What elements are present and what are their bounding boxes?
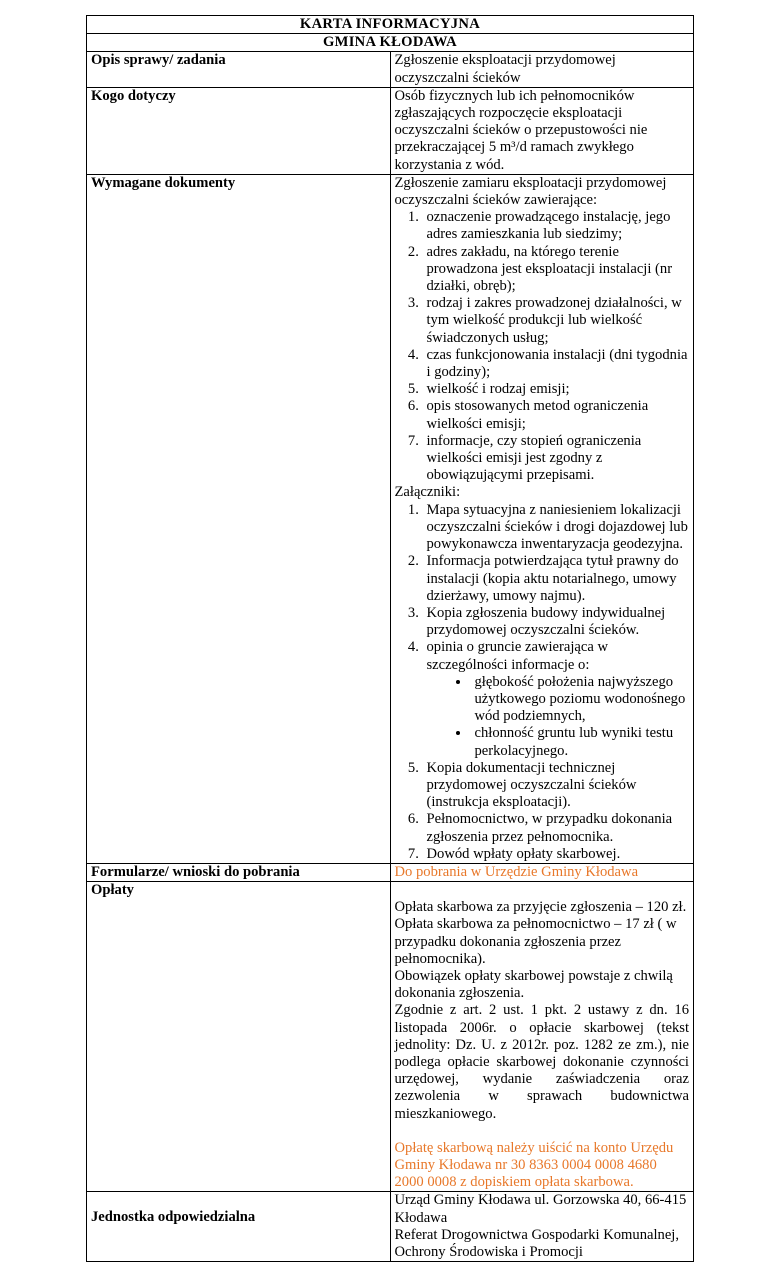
list-item: 4. czas funkcjonowania instalacji (dni tygodnia i godziny); (423, 347, 690, 381)
jednostka-line: Urząd Gminy Kłodawa ul. Gorzowska 40, 66-415 Kłodawa (394, 1192, 687, 1226)
value-dokumenty (390, 174, 694, 863)
label-jednostka-text: Jednostka odpowiedzialna (91, 1209, 256, 1226)
list-item-text: opinia o gruncie zawierająca w szczególności informacje o: (426, 639, 609, 673)
oplata-line: Opłata skarbowa za pełnomocnictwo – 17 zł ( w przypadku dokonania zgłoszenia przez pełnomocnika). (394, 916, 677, 967)
value-oplaty (390, 882, 694, 1192)
oplata-line: Opłata skarbowa za przyjęcie zgłoszenia – 120 zł. (394, 899, 687, 916)
dokumenty-list (395, 209, 690, 484)
bullet-item: • głębokość położenia najwyższego użytkowego poziomu wodonośnego wód podziemnych, (471, 674, 690, 726)
info-table (86, 15, 694, 1262)
row-formularze (87, 863, 694, 881)
title-row (87, 16, 694, 34)
list-item: 3. Kopia zgłoszenia budowy indywidualnej przydomowej oczyszczalni ścieków. (423, 605, 690, 639)
oplata-legal-note: Zgodnie z art. 2 ust. 1 pkt. 2 ustawy z dn. 16 listopada 2006r. o opłacie skarbowej (tekst jednolity: Dz. U. z 2012r. poz. 1282 ze zm.), nie podlega opłacie skarbowej dokonanie czynności urzędowej, wydanie zaświadczenia oraz zezwolenia w sprawach budownictwa mieszkaniowego. (394, 1002, 689, 1122)
value-formularze: Do pobrania w Urzędzie Gminy Kłodawa (390, 863, 694, 881)
jednostka-line: Referat Drogownictwa Gospodarki Komunalnej, Ochrony Środowiska i Promocji (394, 1226, 679, 1261)
subtitle-row (87, 34, 694, 52)
row-opis (87, 52, 694, 87)
row-jednostka (87, 1192, 694, 1262)
dokumenty-intro: Zgłoszenie zamiaru eksploatacji przydomowej oczyszczalni ścieków zawierające: (394, 174, 667, 209)
list-item: 6. opis stosowanych metod ograniczenia wielkości emisji; (423, 398, 690, 432)
row-oplaty (87, 882, 694, 1192)
list-item: 1. oznaczenie prowadzącego instalację, jego adres zamieszkania lub siedzimy; (423, 209, 690, 243)
list-item: 6. Pełnomocnictwo, w przypadku dokonania zgłoszenia przez pełnomocnika. (423, 811, 690, 845)
list-item: 7. Dowód wpłaty opłaty skarbowej. (423, 846, 690, 863)
oplata-konto: Opłatę skarbową należy uiścić na konto Urzędu Gminy Kłodawa nr 30 8363 0004 0008 4680 2000 0008 z dopiskiem opłata skarbowa. (394, 1139, 674, 1191)
info-card (86, 15, 694, 1262)
list-item: 5. wielkość i rodzaj emisji; (423, 381, 690, 398)
list-item: 7. informacje, czy stopień ograniczenia wielkości emisji jest zgodny z obowiązującymi przepisami. (423, 433, 690, 485)
list-item: 1. Mapa sytuacyjna z naniesieniem lokalizacji oczyszczalni ścieków i drogi dojazdowej lub powykonawcza inwentaryzacja geodezyjna. (423, 502, 690, 554)
zalaczniki-list (395, 502, 690, 863)
municipality-title: GMINA KŁODAWA (87, 34, 694, 52)
card-title: KARTA INFORMACYJNA (87, 16, 694, 34)
spacer (91, 1192, 386, 1209)
label-dokumenty: Wymagane dokumenty (87, 174, 391, 863)
row-kogo (87, 87, 694, 174)
oplata-line: Obowiązek opłaty skarbowej powstaje z chwilą dokonania zgłoszenia. (394, 967, 673, 1002)
list-item: 3. rodzaj i zakres prowadzonej działalności, w tym wielkość produkcji lub wielkość świadczonych usług; (423, 295, 690, 347)
value-jednostka (390, 1192, 694, 1262)
list-item (423, 639, 690, 759)
label-formularze: Formularze/ wnioski do pobrania (87, 863, 391, 881)
list-item: 2. adres zakładu, na którego terenie prowadzona jest eksploatacji instalacji (nr działki, obręb); (423, 244, 690, 296)
label-opis: Opis sprawy/ zadania (87, 52, 391, 87)
spacer (395, 882, 690, 899)
row-dokumenty (87, 174, 694, 863)
label-kogo: Kogo dotyczy (87, 87, 391, 174)
value-opis: Zgłoszenie eksploatacji przydomowej oczyszczalni ścieków (390, 52, 694, 87)
bullet-item: • chłonność gruntu lub wyniki testu perkolacyjnego. (471, 725, 690, 759)
opinia-bullets (427, 674, 690, 760)
label-jednostka (87, 1192, 391, 1262)
list-item: 5. Kopia dokumentacji technicznej przydomowej oczyszczalni ścieków (instrukcja eksploatacji). (423, 760, 690, 812)
value-kogo: Osób fizycznych lub ich pełnomocników zgłaszających rozpoczęcie eksploatacji oczyszczalni ścieków o przepustowości nie przekraczającej 5 m³/d ramach zwykłego korzystania z wód. (390, 87, 694, 174)
zalaczniki-label: Załączniki: (394, 484, 461, 501)
label-oplaty: Opłaty (87, 882, 391, 1192)
spacer (395, 1123, 690, 1140)
list-item: 2. Informacja potwierdzająca tytuł prawny do instalacji (kopia aktu notarialnego, umowy dzierżawy, umowy najmu). (423, 553, 690, 605)
